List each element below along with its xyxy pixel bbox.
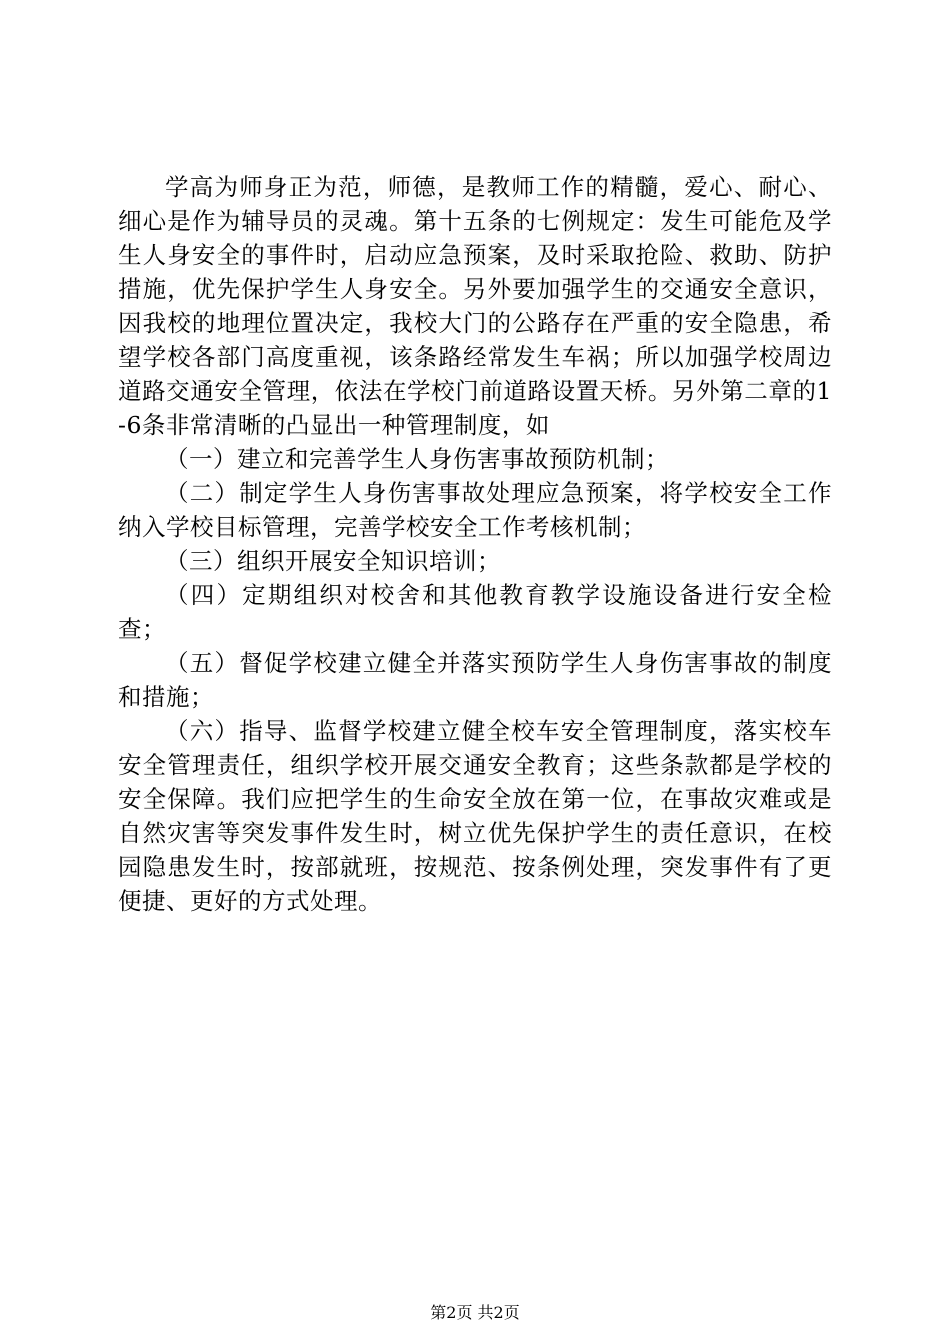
list-item-1: （一）建立和完善学生人身伤害事故预防机制； xyxy=(165,445,669,473)
body-paragraph-1: 学高为师身正为范，师德，是教师工作的精髓，爱心、耐心、细心是作为辅导员的灵魂。第十五条的七例规定：发生可能危及学生人身安全的事件时，启动应急预案，及时采取抢险、救助、防护措施，优先保护学生人身安全。另外要加强学生的交通安全意识，因我校的地理位置决定，我校大门的公路存在严重的安全隐患，希望学校各部门高度重视，该条路经常发生车祸；所以加强学校周边道路交通安全管理，依法在学校门前道路设置天桥。另外第二章的1-6条非常清晰的凸显出一种管理制度，如 xyxy=(118,173,832,439)
page-footer: 第2页 共2页 xyxy=(430,1303,520,1322)
document-body xyxy=(118,170,832,918)
list-item-5: （五）督促学校建立健全并落实预防学生人身伤害事故的制度和措施； xyxy=(118,649,832,711)
list-item-2: （二）制定学生人身伤害事故处理应急预案，将学校安全工作纳入学校目标管理，完善学校安全工作考核机制； xyxy=(118,479,832,541)
list-item-6: （六）指导、监督学校建立健全校车安全管理制度，落实校车安全管理责任，组织学校开展交通安全教育；这些条款都是学校的安全保障。我们应把学生的生命安全放在第一位，在事故灾难或是自然灾害等突发事件发生时，树立优先保护学生的责任意识，在校园隐患发生时，按部就班，按规范、按条例处理，突发事件有了更便捷、更好的方式处理。 xyxy=(118,717,832,915)
list-item-3: （三）组织开展安全知识培训； xyxy=(165,547,501,575)
list-item-4: （四）定期组织对校舍和其他教育教学设施设备进行安全检查； xyxy=(118,581,832,643)
